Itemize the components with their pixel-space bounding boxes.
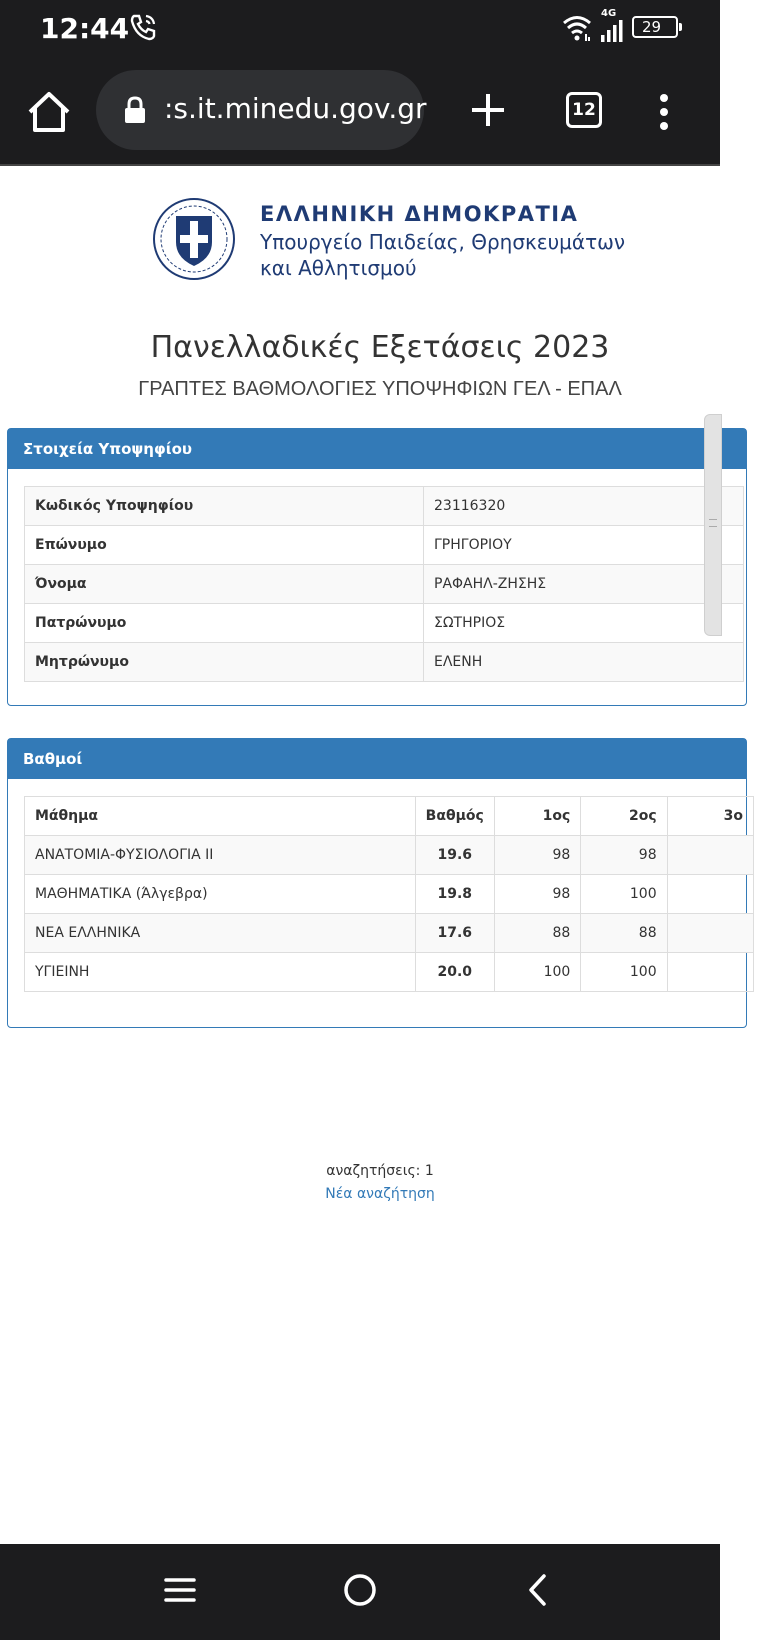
browser-toolbar xyxy=(0,56,720,166)
third-score-cell xyxy=(667,875,753,914)
tab-switcher-button[interactable]: 12 xyxy=(566,92,602,128)
column-header-third: 3ο xyxy=(667,797,753,836)
candidate-label: Επώνυμο xyxy=(25,526,424,565)
candidate-value: ΣΩΤΗΡΙΟΣ xyxy=(424,604,744,643)
table-row xyxy=(25,875,754,914)
column-header-subject: Μάθημα xyxy=(25,797,416,836)
wifi-icon xyxy=(562,14,592,42)
subject-cell: ΑΝΑΤΟΜΙΑ-ΦΥΣΙΟΛΟΓΙΑ ΙΙ xyxy=(25,836,416,875)
first-score-cell: 100 xyxy=(494,953,580,992)
third-score-cell xyxy=(667,953,753,992)
battery-icon xyxy=(632,16,678,38)
grade-cell: 19.6 xyxy=(415,836,494,875)
column-header-second: 2ος xyxy=(581,797,667,836)
candidate-value: ΡΑΦΑΗΛ-ΖΗΣΗΣ xyxy=(424,565,744,604)
candidate-label: Κωδικός Υποψηφίου xyxy=(25,487,424,526)
grade-cell: 17.6 xyxy=(415,914,494,953)
candidate-label: Μητρώνυμο xyxy=(25,643,424,682)
subject-cell: ΥΓΙΕΙΝΗ xyxy=(25,953,416,992)
logo-line-sports: και Αθλητισμού xyxy=(260,256,417,280)
grade-cell: 20.0 xyxy=(415,953,494,992)
second-score-cell: 100 xyxy=(581,875,667,914)
new-tab-icon[interactable] xyxy=(470,90,506,130)
page-title: Πανελλαδικές Εξετάσεις 2023 xyxy=(150,330,610,365)
new-search-link[interactable]: Νέα αναζήτηση xyxy=(325,1186,435,1202)
table-row xyxy=(25,565,744,604)
web-page xyxy=(0,168,743,1544)
first-score-cell: 98 xyxy=(494,836,580,875)
second-score-cell: 100 xyxy=(581,953,667,992)
third-score-cell xyxy=(667,914,753,953)
candidate-table xyxy=(24,486,744,682)
subject-cell: ΜΑΘΗΜΑΤΙΚΑ (Άλγεβρα) xyxy=(25,875,416,914)
navigation-bar xyxy=(0,1544,720,1640)
candidate-value: 23116320 xyxy=(424,487,744,526)
nav-home-icon[interactable] xyxy=(342,1572,378,1608)
signal-icon xyxy=(600,20,624,42)
column-header-first: 1ος xyxy=(494,797,580,836)
status-time: 12:44 xyxy=(40,12,130,45)
address-bar[interactable] xyxy=(96,70,427,150)
first-score-cell: 98 xyxy=(494,875,580,914)
grade-cell: 19.8 xyxy=(415,875,494,914)
candidate-label: Όνομα xyxy=(25,565,424,604)
search-count: αναζητήσεις: 1 xyxy=(326,1163,434,1179)
table-row xyxy=(25,487,744,526)
candidate-value: ΓΡΗΓΟΡΙΟΥ xyxy=(424,526,744,565)
table-row xyxy=(25,643,744,682)
table-row xyxy=(25,604,744,643)
table-row xyxy=(25,526,744,565)
more-menu-icon[interactable] xyxy=(652,92,676,132)
candidate-panel xyxy=(7,428,747,706)
candidate-panel-heading: Στοιχεία Υποψηφίου xyxy=(8,429,746,469)
lock-icon xyxy=(124,96,146,124)
grades-table xyxy=(24,796,754,992)
page-subtitle: ΓΡΑΠΤΕΣ ΒΑΘΜΟΛΟΓΙΕΣ ΥΠΟΨΗΦΙΩΝ ΓΕΛ - ΕΠΑΛ xyxy=(138,378,622,400)
page-scrollbar-thumb[interactable] xyxy=(704,414,722,636)
candidate-value: ΕΛΕΝΗ xyxy=(424,643,744,682)
status-bar xyxy=(0,0,720,56)
logo-line-republic: ΕΛΛΗΝΙΚΗ ΔΗΜΟΚΡΑΤΙΑ xyxy=(260,202,579,226)
grades-panel xyxy=(7,738,747,1028)
subject-cell: ΝΕΑ ΕΛΛΗΝΙΚΑ xyxy=(25,914,416,953)
candidate-label: Πατρώνυμο xyxy=(25,604,424,643)
first-score-cell: 88 xyxy=(494,914,580,953)
home-icon[interactable] xyxy=(26,90,72,134)
back-icon[interactable] xyxy=(526,1572,550,1608)
third-score-cell xyxy=(667,836,753,875)
greek-coat-of-arms-icon xyxy=(152,194,236,284)
table-row xyxy=(25,914,754,953)
grades-header-row xyxy=(25,797,754,836)
table-row xyxy=(25,953,754,992)
scrollbar-grip-icon xyxy=(709,519,717,527)
recent-apps-icon[interactable] xyxy=(164,1576,196,1604)
second-score-cell: 88 xyxy=(581,914,667,953)
logo-line-ministry: Υπουργείο Παιδείας, Θρησκευμάτων xyxy=(260,230,626,254)
url-text[interactable]: :s.it.minedu.gov.gr xyxy=(164,92,427,125)
network-type: 4G xyxy=(601,8,617,19)
grades-panel-heading: Βαθμοί xyxy=(8,739,746,779)
ministry-logo-text xyxy=(260,202,625,280)
table-row xyxy=(25,836,754,875)
second-score-cell: 98 xyxy=(581,836,667,875)
wifi-call-icon xyxy=(128,12,158,42)
battery-level: 29 xyxy=(642,18,662,36)
column-header-grade: Βαθμός xyxy=(415,797,494,836)
